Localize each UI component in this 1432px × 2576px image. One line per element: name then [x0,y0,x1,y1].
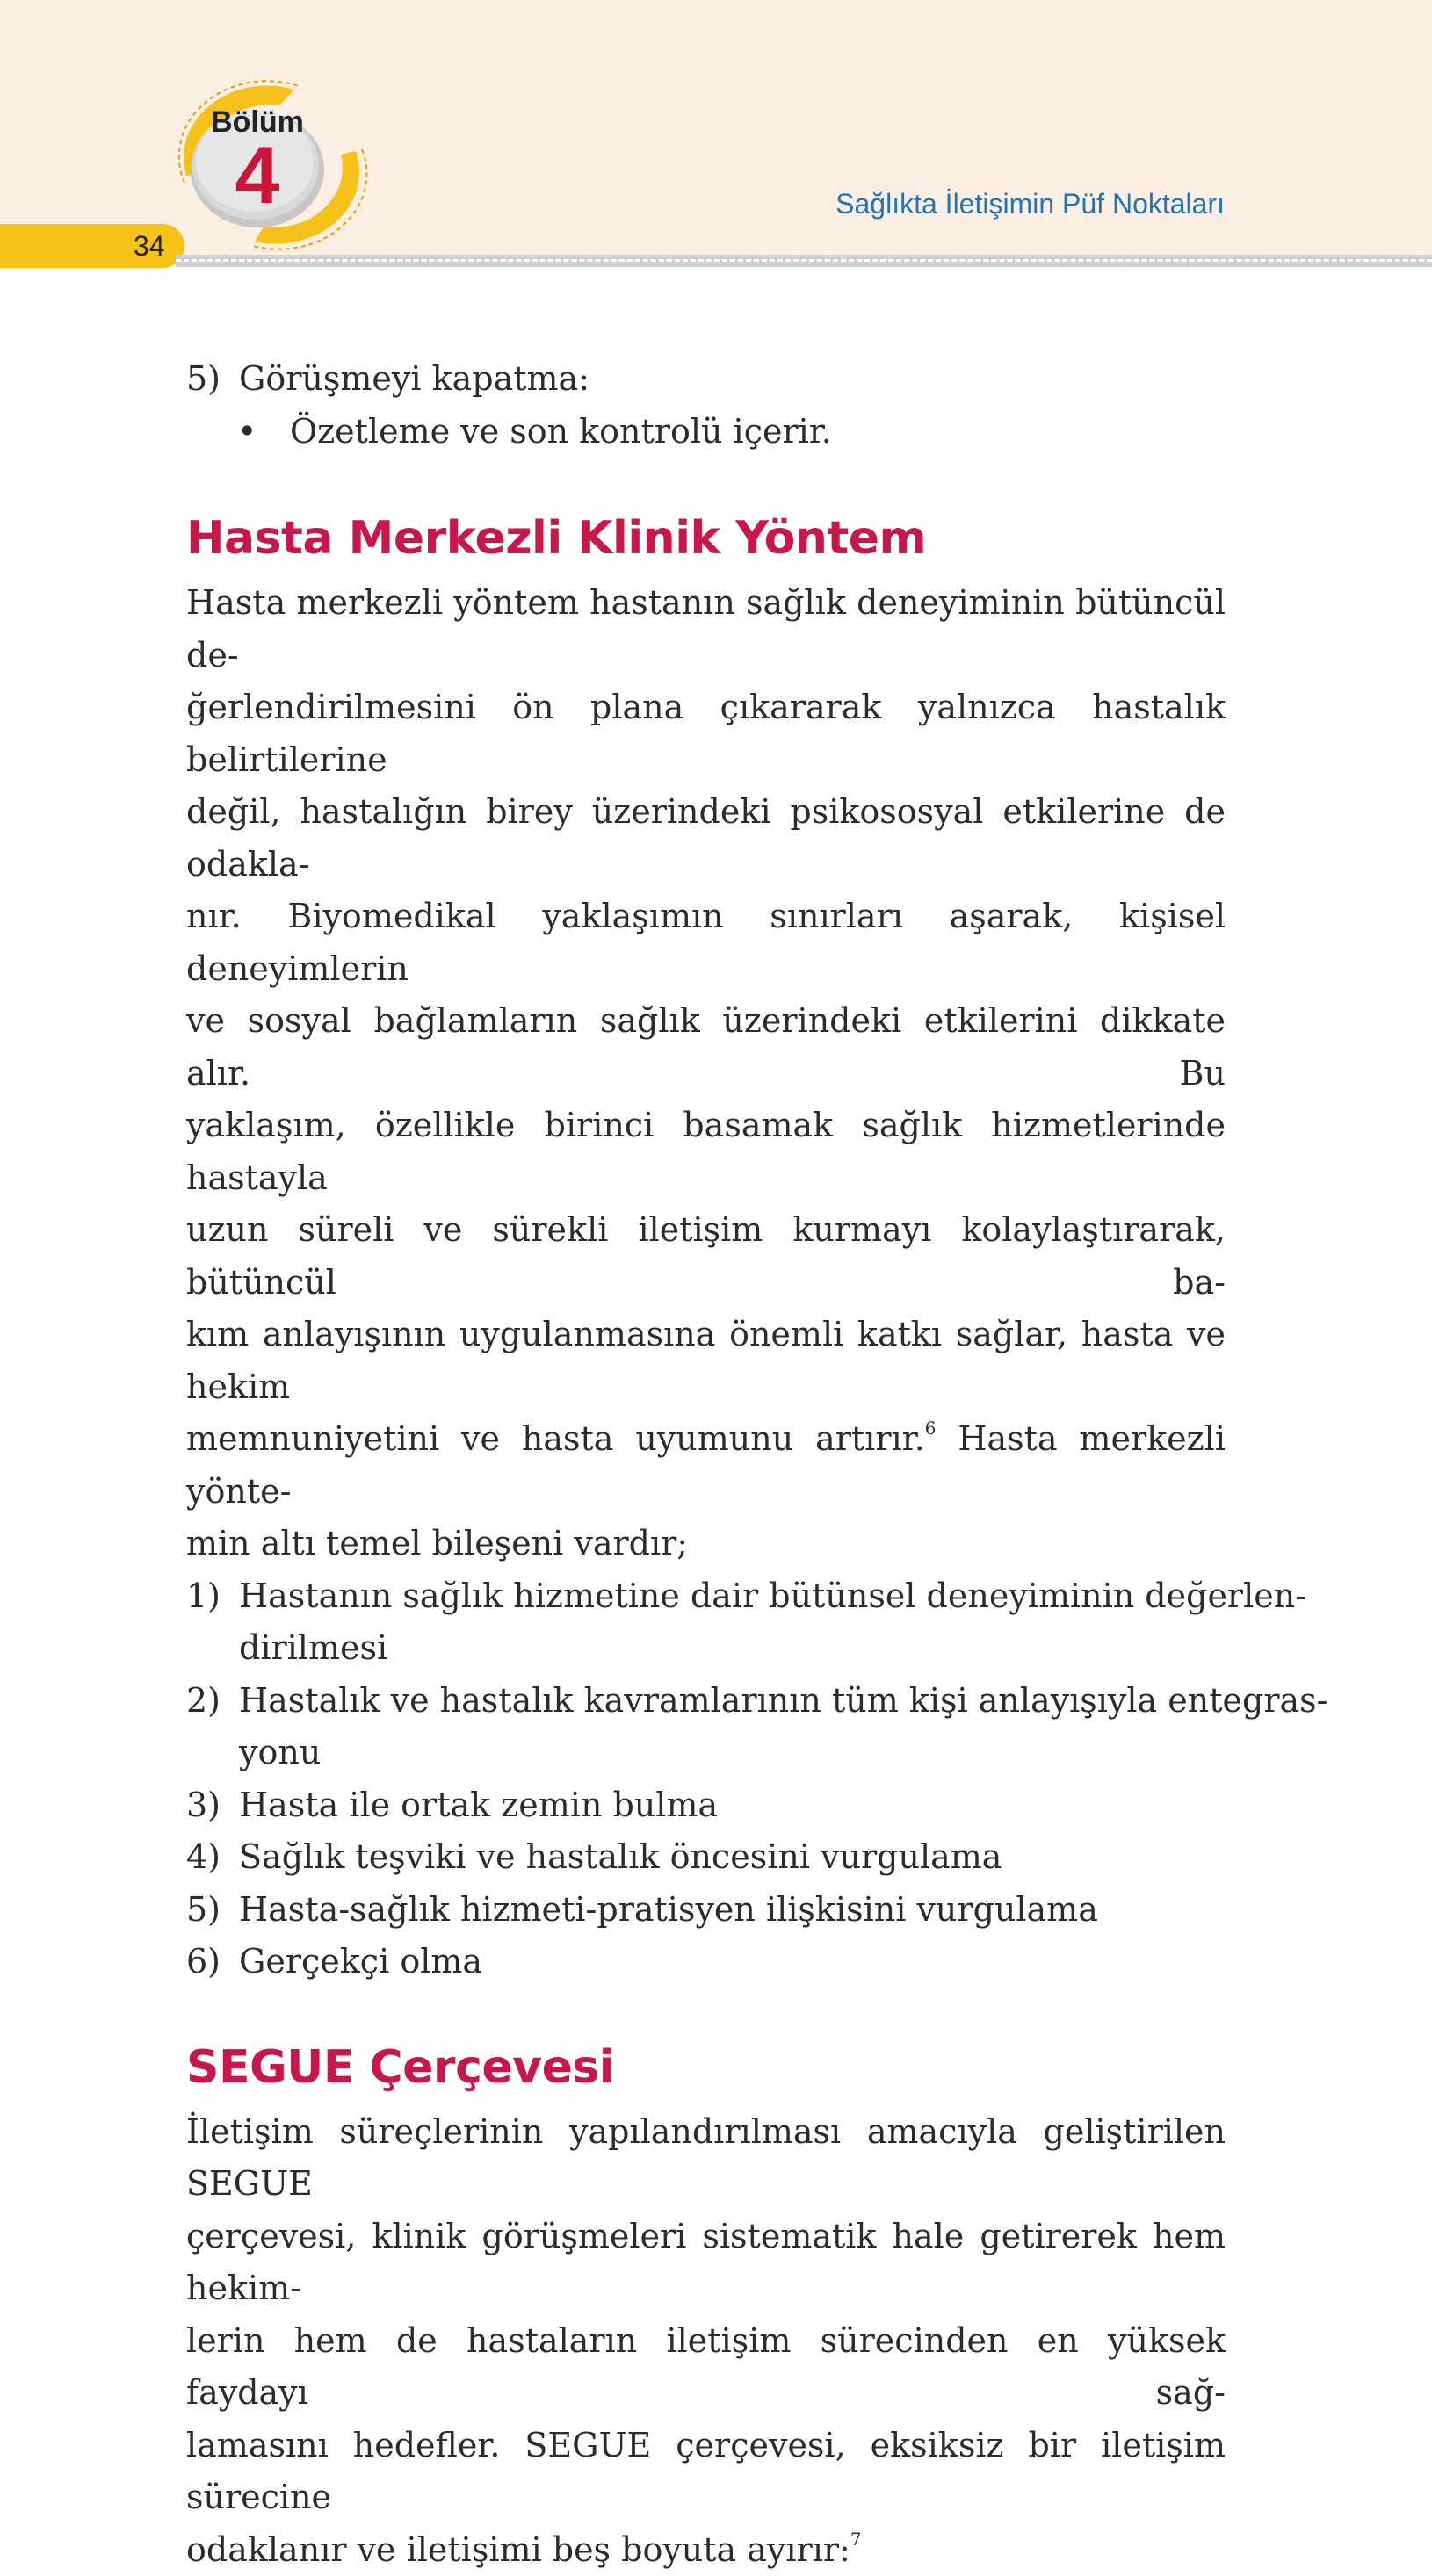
list-text: Hasta ile ortak zemin bulma [239,1786,718,1824]
list-text: Gerçekçi olma [239,1942,482,1981]
paragraph-line: yaklaşım, özellikle birinci basamak sağlık hizmetlerinde hastayla [186,1100,1226,1204]
paragraph-line: İletişim süreçlerinin yapılandırılması amacıyla geliştirilen SEGUE [186,2106,1226,2211]
paragraph-line [186,2524,1226,2576]
list-number: 3) [186,1779,239,1832]
list-item [186,1831,1226,1884]
header-divider [176,255,1432,267]
paragraph-line: uzun süreli ve sürekli iletişim kurmayı kolaylaştırarak, bütüncül ba- [186,1204,1226,1309]
line-text: Hasta merkezli yönte- [186,1419,1226,1511]
paragraph-line: nır. Biyomedikal yaklaşımın sınırları aşarak, kişisel deneyimlerin [186,891,1226,995]
list-text: Sağlık teşviki ve hastalık öncesini vurgulama [239,1837,1002,1876]
paragraph-line: ve sosyal bağlamların sağlık üzerindeki etkilerini dikkate alır. Bu [186,995,1226,1100]
list-number: 6) [186,1936,239,1988]
list-number: 2) [186,1675,239,1728]
list-number: 4) [186,1831,239,1884]
list-text: Hasta-sağlık hizmeti-pratisyen ilişkisini vurgulama [239,1890,1098,1929]
section-heading-segue: SEGUE Çerçevesi [186,2041,1226,2094]
paragraph-line [186,1413,1226,1518]
list-text: Hastalık ve hastalık kavramlarının tüm kişi anlayışıyla entegras- [239,1681,1328,1720]
list-item-continuation: yonu [186,1727,1226,1779]
footnote-ref: 6 [925,1418,937,1439]
list-number: 1) [186,1570,239,1623]
section-heading-hasta-merkezli: Hasta Merkezli Klinik Yöntem [186,512,1226,565]
page-number: 34 [134,230,165,263]
bullet-text: Özetleme ve son kontrolü içerir. [290,412,832,451]
paragraph-line: kım anlayışının uygulanmasına önemli katkı sağlar, hasta ve hekim [186,1309,1226,1413]
paragraph-line: değil, hastalığın birey üzerindeki psikososyal etkilerine de odakla- [186,786,1226,891]
paragraph-line: çerçevesi, klinik görüşmeleri sistematik hale getirerek hem hekim- [186,2211,1226,2315]
list-item [186,1570,1226,1623]
paragraph-line: lamasını hedefler. SEGUE çerçevesi, eksiksiz bir iletişim sürecine [186,2420,1226,2524]
list-item [186,1884,1226,1937]
page-body [186,353,1226,2576]
paragraph-hasta-merkezli [186,577,1226,1570]
list-item [186,1675,1226,1728]
chapter-label: Bölüm [209,105,306,140]
footnote-ref: 7 [850,2529,862,2550]
bullet-icon: • [237,406,290,458]
closing-step [186,353,1226,406]
list-item [186,1936,1226,1988]
running-title: Sağlıkta İletişimin Püf Noktaları [835,188,1225,220]
bullet-item [186,406,1226,458]
list-number: 5) [186,1884,239,1937]
list-number: 5) [186,353,239,406]
chapter-number: 4 [209,133,306,218]
paragraph-line: min altı temel bileşeni vardır; [186,1518,1226,1570]
list-text: Görüşmeyi kapatma: [239,359,589,398]
list-item [186,1779,1226,1832]
list-text: Hastanın sağlık hizmetine dair bütünsel deneyiminin değerlen- [239,1577,1306,1615]
list-item-continuation: dirilmesi [186,1622,1226,1675]
paragraph-line: lerin hem de hastaların iletişim sürecinden en yüksek faydayı sağ- [186,2315,1226,2420]
paragraph-line: Hasta merkezli yöntem hastanın sağlık deneyiminin bütüncül de- [186,577,1226,682]
component-list [186,1570,1226,1988]
line-text: odaklanır ve iletişimi beş boyuta ayırır: [186,2530,850,2569]
paragraph-segue [186,2106,1226,2576]
line-text: memnuniyetini ve hasta uyumunu artırır. [186,1419,925,1458]
paragraph-line: ğerlendirilmesini ön plana çıkararak yalnızca hastalık belirtilerine [186,682,1226,786]
